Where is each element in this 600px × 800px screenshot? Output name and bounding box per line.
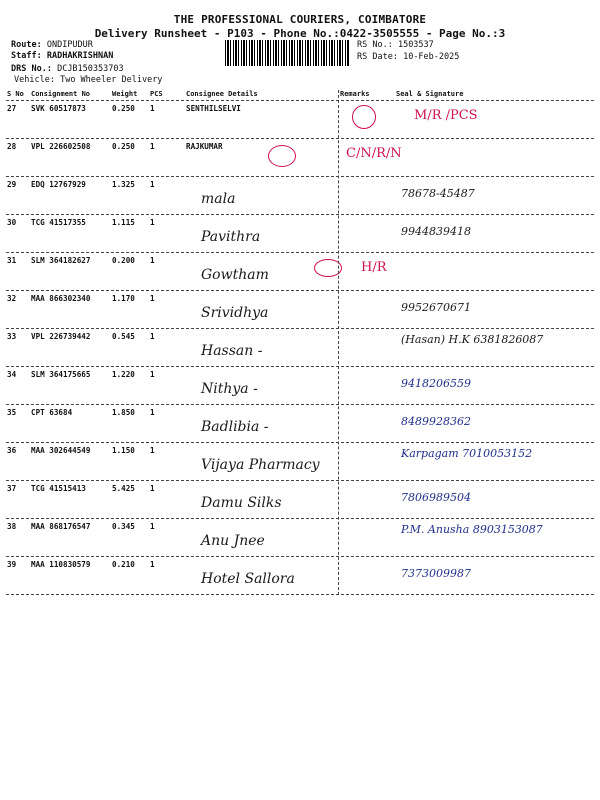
handwritten-consignee: Hotel Sallora <box>201 571 295 587</box>
row-weight: 0.200 <box>112 256 135 265</box>
staff-field: Staff: RADHAKRISHNAN <box>11 51 114 61</box>
vehicle-field: Vehicle: Two Wheeler Delivery <box>14 75 163 85</box>
signature-text: 9944839418 <box>401 225 471 238</box>
row-pcs: 1 <box>150 408 155 417</box>
handwritten-consignee: Gowtham <box>201 267 269 283</box>
runsheet-title: THE PROFESSIONAL COURIERS, COIMBATORE <box>173 13 427 26</box>
table-row <box>6 177 594 215</box>
row-consignment: VPL 226739442 <box>31 332 91 341</box>
route-field: Route: ONDIPUDUR <box>11 40 93 50</box>
col-sno: S No <box>7 90 24 98</box>
row-consignment: SLM 364182627 <box>31 256 91 265</box>
signature-text: 9418206559 <box>401 377 471 390</box>
signature-text: 78678-45487 <box>401 187 475 200</box>
row-consignment: EDQ 12767929 <box>31 180 86 189</box>
row-sno: 36 <box>7 446 17 455</box>
handwritten-consignee: Pavithra <box>201 229 261 245</box>
row-consignment: MAA 302644549 <box>31 446 91 455</box>
row-pcs: 1 <box>150 142 155 151</box>
table-row <box>6 215 594 253</box>
row-weight: 1.220 <box>112 370 135 379</box>
remark-text: M/R /PCS <box>414 108 478 123</box>
row-pcs: 1 <box>150 180 155 189</box>
rs-no-field: RS No.: 1503537 <box>357 40 434 50</box>
row-sno: 37 <box>7 484 17 493</box>
table-row <box>6 481 594 519</box>
row-pcs: 1 <box>150 332 155 341</box>
row-pcs: 1 <box>150 294 155 303</box>
row-weight: 1.115 <box>112 218 135 227</box>
drs-field: DRS No.: DCJB150353703 <box>11 64 124 74</box>
signature-text: (Hasan) H.K 6381826087 <box>401 333 544 346</box>
table-row <box>6 329 594 367</box>
row-consignment: CPT 63684 <box>31 408 73 417</box>
row-pcs: 1 <box>150 484 155 493</box>
row-sno: 34 <box>7 370 17 379</box>
row-consignment: MAA 110830579 <box>31 560 91 569</box>
signature-text: 7806989504 <box>401 491 471 504</box>
handwritten-consignee: Vijaya Pharmacy <box>201 457 320 473</box>
table-row <box>6 253 594 291</box>
handwritten-consignee: mala <box>201 191 236 207</box>
col-pcs: PCS <box>150 90 163 98</box>
row-weight: 0.545 <box>112 332 135 341</box>
remark-text: H/R <box>361 260 387 275</box>
table-row <box>6 519 594 557</box>
table-header <box>6 90 594 101</box>
col-consignee: Consignee Details <box>186 90 258 98</box>
runsheet-subtitle: Delivery Runsheet - P103 - Phone No.:0422-3505555 - Page No.:3 <box>94 27 506 40</box>
row-weight: 1.325 <box>112 180 135 189</box>
row-weight: 0.250 <box>112 104 135 113</box>
rs-date-field: RS Date: 10-Feb-2025 <box>357 52 460 62</box>
table-row <box>6 405 594 443</box>
table-body <box>6 101 594 595</box>
row-weight: 1.850 <box>112 408 135 417</box>
row-sno: 27 <box>7 104 17 113</box>
col-remarks: Remarks <box>340 90 370 98</box>
row-pcs: 1 <box>150 446 155 455</box>
remarks-divider <box>338 90 339 595</box>
barcode <box>225 40 350 66</box>
signature-text: P.M. Anusha 8903153087 <box>401 523 543 536</box>
remark-circle-mark <box>268 145 296 167</box>
row-weight: 1.170 <box>112 294 135 303</box>
table-row <box>6 367 594 405</box>
row-pcs: 1 <box>150 256 155 265</box>
row-pcs: 1 <box>150 104 155 113</box>
row-sno: 31 <box>7 256 17 265</box>
row-sno: 32 <box>7 294 17 303</box>
signature-text: 9952670671 <box>401 301 471 314</box>
remark-circle-mark <box>352 105 376 129</box>
runsheet-table <box>6 90 594 595</box>
row-weight: 0.250 <box>112 142 135 151</box>
row-weight: 0.210 <box>112 560 135 569</box>
row-consignee: RAJKUMAR <box>186 142 223 151</box>
table-row <box>6 443 594 481</box>
handwritten-consignee: Anu Jnee <box>201 533 265 549</box>
row-consignment: MAA 868176547 <box>31 522 91 531</box>
row-sno: 33 <box>7 332 17 341</box>
row-pcs: 1 <box>150 522 155 531</box>
table-row <box>6 101 594 139</box>
signature-text: 7373009987 <box>401 567 471 580</box>
row-consignment: SVK 60517873 <box>31 104 86 113</box>
row-consignment: VPL 226602508 <box>31 142 91 151</box>
table-row <box>6 557 594 595</box>
row-weight: 5.425 <box>112 484 135 493</box>
row-weight: 1.150 <box>112 446 135 455</box>
table-row <box>6 291 594 329</box>
row-pcs: 1 <box>150 370 155 379</box>
signature-text: Karpagam 7010053152 <box>401 447 533 460</box>
signature-text: 8489928362 <box>401 415 471 428</box>
row-sno: 35 <box>7 408 17 417</box>
handwritten-consignee: Damu Silks <box>201 495 282 511</box>
row-consignment: TCG 41517355 <box>31 218 86 227</box>
col-signature: Seal & Signature <box>396 90 464 98</box>
row-pcs: 1 <box>150 218 155 227</box>
remark-text: C/N/R/N <box>346 146 402 161</box>
row-sno: 29 <box>7 180 17 189</box>
row-weight: 0.345 <box>112 522 135 531</box>
row-consignee: SENTHILSELVI <box>186 104 241 113</box>
handwritten-consignee: Nithya - <box>201 381 258 397</box>
row-consignment: SLM 364175665 <box>31 370 91 379</box>
row-pcs: 1 <box>150 560 155 569</box>
handwritten-consignee: Hassan - <box>201 343 263 359</box>
row-sno: 30 <box>7 218 17 227</box>
table-row <box>6 139 594 177</box>
row-sno: 28 <box>7 142 17 151</box>
handwritten-consignee: Srividhya <box>201 305 269 321</box>
handwritten-consignee: Badlibia - <box>201 419 269 435</box>
col-weight: Weight <box>112 90 138 98</box>
row-consignment: TCG 41515413 <box>31 484 86 493</box>
row-sno: 38 <box>7 522 17 531</box>
row-consignment: MAA 866302340 <box>31 294 91 303</box>
row-sno: 39 <box>7 560 17 569</box>
col-consignment: Consignment No <box>31 90 91 98</box>
